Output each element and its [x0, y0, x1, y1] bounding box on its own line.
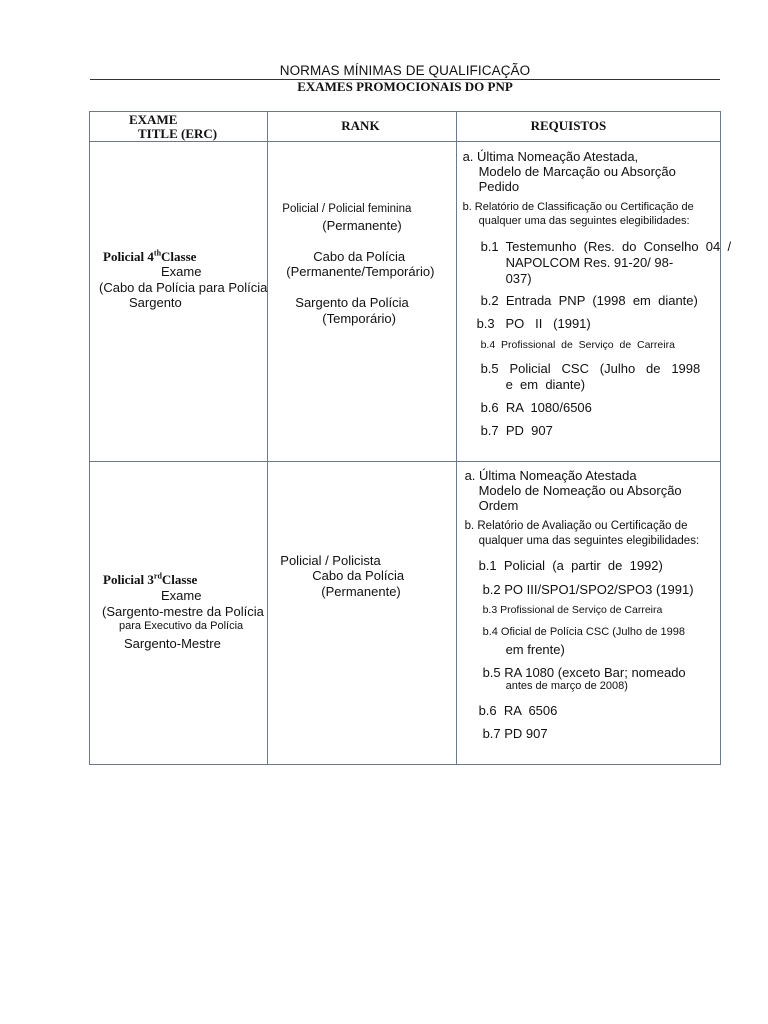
requirements-cell: a. Última Nomeação Atestada Modelo de Nomeação ou Absorção Ordem b. Relatório de Avaliação ou Certificação de qualquer uma das seguintes elegibilidades: b.1 Policial (a partir de 1992) b.2 PO III/SPO1/SPO2/SPO3 (1991) b.3 Profissional de Serviço de Carreira b.4 Oficial de Polícia CSC (Julho de 1998 em frente) b.5 RA 1080 (exceto Bar; nomeado antes de março de 2008) b.6 RA 6506 b.7 PD 907 [456, 462, 720, 765]
column-header-requirements: REQUISTOS [456, 112, 720, 142]
qualification-table [89, 111, 732, 765]
column-header-exam-line1: EXAME [129, 112, 178, 127]
exam-title: Policial 4thClasse [103, 248, 197, 264]
column-header-rank: RANK [268, 112, 456, 142]
exam-cell: Policial 4thClasse Exame (Cabo da Polícia para Polícia Sargento [90, 142, 268, 462]
column-header-exam-line2: TITLE (ERC) [138, 126, 218, 141]
requirements-cell: a. Última Nomeação Atestada, Modelo de Marcação ou Absorção Pedido b. Relatório de Classificação ou Certificação de qualquer uma das seguintes elegibilidades: b.1 Testemunho (Res. do Conselho 04 / NAPOLCOM Res. 91-20/ 98- 037) b.2 Entrada PNP (1998 em diante) b.3 PO II (1991) b.4 Profissional de Serviço de Carreira b.5 Policial CSC (Julho de 1998 e em diante) b.6 RA 1080/6506 b.7 PD 907 [456, 142, 720, 462]
table-row [90, 462, 721, 765]
table-header-row [90, 112, 721, 142]
rank-cell: Policial / Policista Cabo da Polícia (Permanente) [268, 462, 456, 765]
column-header-exam [90, 112, 268, 142]
exam-cell: Policial 3rdClasse Exame (Sargento-mestre da Polícia para Executivo da Polícia Sargento-Mestre [90, 462, 268, 765]
rank-cell: Policial / Policial feminina (Permanente) Cabo da Polícia (Permanente/Temporário) Sargento da Polícia (Temporário) [268, 142, 456, 462]
exam-title: Policial 3rdClasse [103, 571, 198, 587]
page-subtitle: EXAMES PROMOCIONAIS DO PNP [297, 79, 513, 94]
page-title: NORMAS MÍNIMAS DE QUALIFICAÇÃO [279, 63, 531, 78]
table-row [90, 142, 721, 462]
